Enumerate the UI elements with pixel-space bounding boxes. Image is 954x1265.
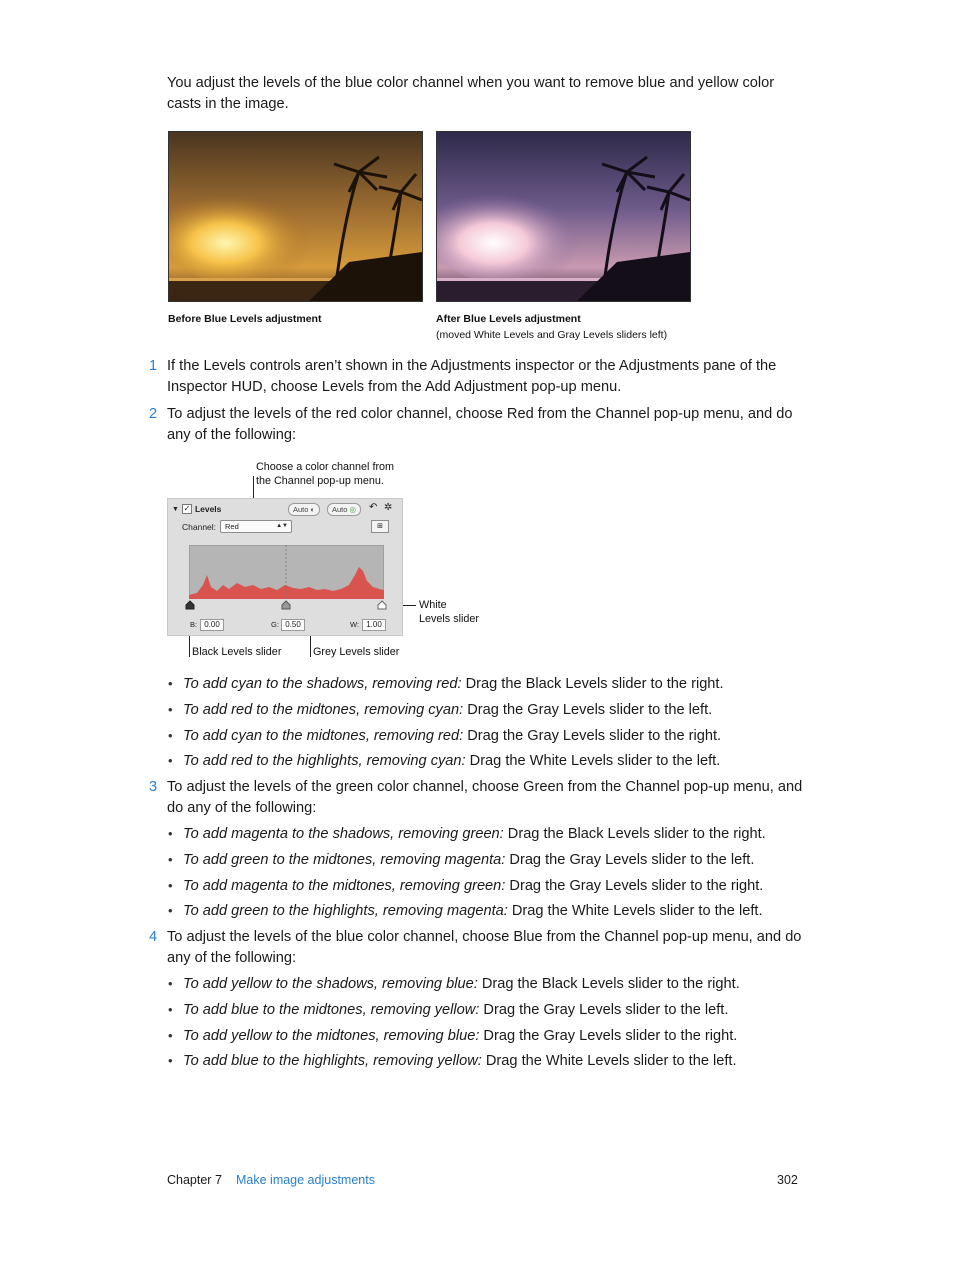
callout-black: Black Levels slider	[192, 646, 282, 658]
popup-arrows-icon: ▲▼	[276, 523, 288, 529]
step-4	[149, 927, 807, 968]
levels-panel	[167, 498, 403, 636]
list-item: • To add cyan to the shadows, removing red: Drag the Black Levels slider to the right.	[183, 674, 803, 700]
list-item: • To add blue to the highlights, removing yellow: Drag the White Levels slider to the left.	[183, 1051, 803, 1077]
callout-grey: Grey Levels slider	[313, 646, 400, 658]
gear-icon[interactable]: ✲	[384, 502, 393, 513]
blue-bullet-list	[183, 974, 803, 1077]
after-caption	[436, 311, 667, 343]
red-bullet-list	[183, 674, 803, 777]
auto-button-1[interactable]	[288, 503, 320, 516]
green-bullet-list	[183, 824, 803, 927]
step-text: If the Levels controls aren’t shown in the Adjustments inspector or the Adjustments pane of the Inspector HUD, choose Levels from the Add Adjustment pop-up menu.	[167, 358, 777, 395]
auto-button-2[interactable]	[327, 503, 361, 516]
step-number: 4	[149, 929, 158, 945]
step-text: To adjust the levels of the red color channel, choose Red from the Channel pop-up menu, and do any of the following:	[167, 406, 793, 443]
step-number: 1	[149, 358, 158, 374]
levels-checkbox[interactable]: ✓	[183, 504, 191, 513]
grey-levels-slider[interactable]	[281, 600, 291, 610]
list-item: • To add green to the highlights, removing magenta: Drag the White Levels slider to the left.	[183, 901, 803, 927]
channel-popup[interactable]	[220, 520, 292, 533]
list-item: • To add magenta to the midtones, removing green: Drag the Gray Levels slider to the right.	[183, 876, 803, 902]
list-item: • To add yellow to the midtones, removing blue: Drag the Gray Levels slider to the right.	[183, 1026, 803, 1052]
white-value-label: W:	[350, 620, 360, 629]
list-item: • To add green to the midtones, removing magenta: Drag the Gray Levels slider to the left.	[183, 850, 803, 876]
list-item: • To add blue to the midtones, removing yellow: Drag the Gray Levels slider to the left.	[183, 1000, 803, 1026]
disclosure-triangle-icon[interactable]: ▼	[172, 505, 179, 513]
callout-white-line-2: Levels slider	[419, 613, 480, 625]
black-value-label: B:	[190, 620, 198, 629]
callout-white	[419, 598, 479, 626]
undo-icon[interactable]: ↶	[369, 502, 378, 513]
gray-value-label: G:	[271, 620, 279, 629]
step-3	[149, 777, 807, 818]
levels-title: Levels	[194, 504, 222, 514]
after-caption-note: (moved White Levels and Gray Levels sliders left)	[436, 329, 668, 341]
histogram	[189, 545, 384, 599]
callout-channel	[256, 460, 394, 488]
step-1	[149, 356, 807, 397]
callout-channel-line-2: the Channel pop-up menu.	[256, 475, 384, 487]
white-levels-slider[interactable]	[377, 600, 387, 610]
channel-value: Red	[225, 522, 239, 531]
list-item: • To add yellow to the shadows, removing blue: Drag the Black Levels slider to the right.	[183, 974, 803, 1000]
after-caption-title: After Blue Levels adjustment	[436, 313, 581, 325]
intro-paragraph: You adjust the levels of the blue color channel when you want to remove blue and yellow color casts in the image.	[167, 75, 775, 112]
step-text: To adjust the levels of the blue color channel, choose Blue from the Channel pop-up menu, and do any of the following:	[167, 929, 802, 966]
before-photo	[168, 131, 423, 302]
auto-label: Auto	[332, 505, 348, 514]
before-caption	[168, 311, 321, 327]
step-2	[149, 404, 807, 445]
list-item: • To add red to the highlights, removing cyan: Drag the White Levels slider to the left.	[183, 751, 803, 777]
black-value-field[interactable]: 0.00	[200, 619, 224, 631]
white-value-field[interactable]: 1.00	[362, 619, 386, 631]
callout-white-line-1: White	[419, 599, 447, 611]
contrast-icon: ◐	[310, 505, 316, 514]
list-item: • To add magenta to the shadows, removing green: Drag the Black Levels slider to the right.	[183, 824, 803, 850]
step-number: 2	[149, 406, 158, 422]
channel-label: Channel:	[182, 522, 217, 532]
after-photo	[436, 131, 691, 302]
step-text: To adjust the levels of the green color channel, choose Green from the Channel pop-up menu, and do any of the following:	[167, 779, 803, 816]
gray-value-field[interactable]: 0.50	[281, 619, 305, 631]
list-item: • To add cyan to the midtones, removing red: Drag the Gray Levels slider to the right.	[183, 726, 803, 752]
color-wheel-icon: ◎	[349, 505, 357, 514]
before-caption-title: Before Blue Levels adjustment	[168, 313, 322, 325]
levels-header	[172, 504, 221, 514]
callout-channel-line-1: Choose a color channel from	[256, 461, 395, 473]
page-number: 302	[777, 1173, 798, 1187]
footer-chapter: Chapter 7	[167, 1173, 222, 1187]
black-levels-slider[interactable]	[185, 600, 195, 610]
step-number: 3	[149, 779, 158, 795]
auto-label: Auto	[293, 505, 309, 514]
footer-chapter-link[interactable]: Make image adjustments	[236, 1173, 375, 1187]
histogram-options-icon[interactable]: ⊞	[371, 520, 389, 533]
list-item: • To add red to the midtones, removing cyan: Drag the Gray Levels slider to the left.	[183, 700, 803, 726]
